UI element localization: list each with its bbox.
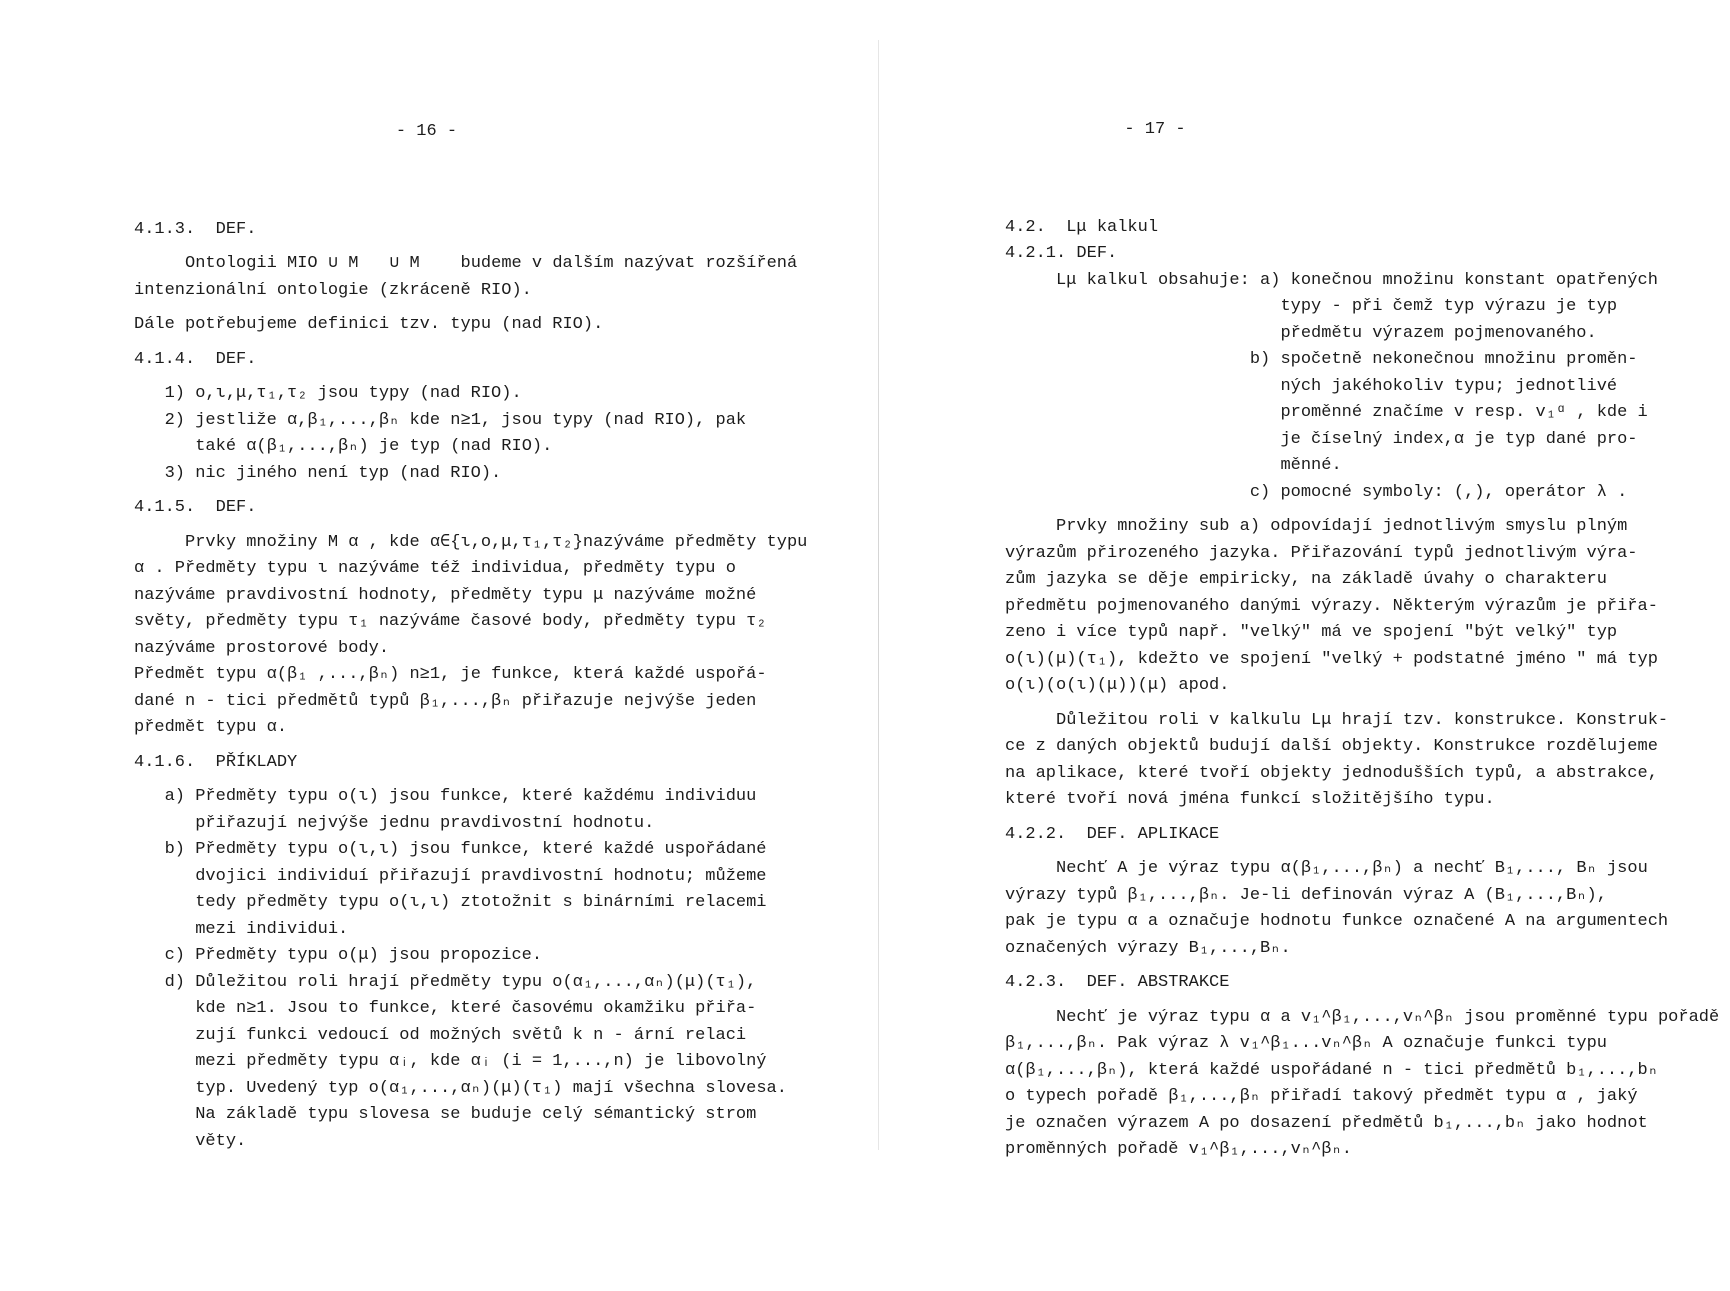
text-line: předmětu pojmenovaného danými výrazy. Některým výrazům je přiřa- (1005, 596, 1658, 616)
paragraph-gap (1005, 997, 1715, 1005)
text-line: Lμ kalkul obsahuje: a) konečnou množinu konstant opatřených (1005, 270, 1658, 290)
text-line: také α(β₁,...,βₙ) je typ (nad RIO). (134, 437, 553, 456)
text-line: mezi předměty typu αᵢ, kde αᵢ (i = 1,...,n) je libovolný (134, 1052, 767, 1071)
text-line: Dále potřebujeme definici tzv. typu (nad RIO). (134, 315, 604, 334)
right-text-block (1005, 215, 1720, 1164)
text-line: α . Předměty typu ι nazýváme též individua, předměty typu ο (134, 559, 736, 578)
text-line: α(β₁,...,βₙ), která každé uspořádané n - tici předmětů b₁,...,bₙ (1005, 1060, 1658, 1080)
text-line: označených výrazy B₁,...,Bₙ. (1005, 938, 1291, 958)
right-page (1005, 64, 1720, 1289)
text-line: Nechť A je výraz typu α(β₁,...,βₙ) a nechť B₁,..., Bₙ jsou (1005, 859, 1648, 878)
text-line: měnné. (1005, 456, 1342, 475)
text-line: 2) jestliže α,β₁,...,βₙ kde n≥1, jsou typy (nad RIO), pak (134, 410, 747, 430)
text-line: a) Předměty typu ο(ι) jsou funkce, které každému individuu (134, 787, 757, 806)
text-line: Prvky množiny sub a) odpovídají jednotlivým smyslu plným (1005, 517, 1628, 536)
text-line: výrazy typů β₁,...,βₙ. Je-li definován výraz A (B₁,...,Bₙ), (1005, 885, 1607, 905)
text-line: b) spočetně nekonečnou množinu proměn- (1005, 350, 1638, 369)
text-line: ο(ι)(ο(ι)(μ))(μ) apod. (1005, 676, 1230, 695)
page-number: - 16 - (395, 122, 458, 141)
paragraph-gap (1005, 700, 1715, 708)
text-line: pak je typu α a označuje hodnotu funkce označené A na argumentech (1005, 912, 1669, 931)
text-line: β₁,...,βₙ. Pak výraz λ v₁^β₁...vₙ^βₙ A označuje funkci typu (1005, 1034, 1607, 1053)
text-line: mezi individui. (134, 919, 349, 939)
text-line: věty. (134, 1131, 247, 1151)
text-line: 4.2.1. DEF. (1005, 244, 1118, 263)
text-line: Ontologii MIO ∪ M ∪ M budeme v dalším nazývat rozšířená (134, 254, 798, 273)
text-line: ce z daných objektů budují další objekty. Konstrukce rozdělujeme (1005, 737, 1658, 756)
text-line: ných jakéhokoliv typu; jednotlivé (1005, 376, 1618, 396)
text-line: Prvky množiny M α , kde α∈{ι,ο,μ,τ₁,τ₂}nazýváme předměty typu (134, 532, 808, 552)
paragraph-gap (1005, 506, 1715, 514)
text-line: zům jazyka se děje empiricky, na základě úvahy o charakteru (1005, 570, 1607, 589)
text-line: Na základě typu slovesa se buduje celý sémantický strom (134, 1105, 757, 1124)
text-line: 4.2. Lμ kalkul (1005, 217, 1159, 237)
text-line: které tvoří nová jména funkcí složitějšího typu. (1005, 790, 1495, 809)
text-line: Nechť je výraz typu α a v₁^β₁,...,vₙ^βₙ jsou proměnné typu pořadě (1005, 1007, 1720, 1027)
paragraph-gap (1005, 814, 1715, 822)
paragraph-gap (134, 243, 864, 251)
text-line: zeno i více typů např. "velký" má ve spojení "být velký" typ (1005, 623, 1618, 642)
text-line: b) Předměty typu ο(ι,ι) jsou funkce, které každé uspořádané (134, 840, 767, 859)
text-line: o typech pořadě β₁,...,βₙ přiřadí takový předmět typu α , jaký (1005, 1087, 1638, 1106)
text-line: je označen výrazem A po dosazení předmětů b₁,...,bₙ jako hodnot (1005, 1113, 1648, 1133)
paragraph-gap (134, 776, 864, 784)
text-line: typy - při čemž typ výrazu je typ (1005, 297, 1618, 316)
text-line: předmět typu α. (134, 718, 288, 737)
text-line: c) Předměty typu ο(μ) jsou propozice. (134, 946, 543, 965)
text-line: 4.1.6. PŘÍKLADY (134, 752, 298, 772)
text-line: tedy předměty typu ο(ι,ι) ztotožnit s binárními relacemi (134, 893, 767, 912)
text-line: zují funkci vedoucí od možných světů k n - ární relaci (134, 1025, 747, 1045)
text-line: nazýváme prostorové body. (134, 638, 390, 658)
text-line: intenzionální ontologie (zkráceně RIO). (134, 280, 532, 300)
text-line: typ. Uvedený typ ο(α₁,...,αₙ)(μ)(τ₁) mají všechna slovesa. (134, 1078, 787, 1098)
paragraph-gap (134, 339, 864, 347)
paragraph-gap (1005, 962, 1715, 970)
paragraph-gap (134, 742, 864, 750)
text-line: světy, předměty typu τ₁ nazýváme časové body, předměty typu τ₂ (134, 612, 767, 631)
text-line: dvojici individuí přiřazují pravdivostní hodnotu; můžeme (134, 866, 767, 886)
paragraph-gap (1005, 848, 1715, 856)
text-line: nazýváme pravdivostní hodnoty, předměty typu μ nazýváme možné (134, 585, 757, 605)
text-line: 4.1.3. DEF. (134, 219, 257, 239)
text-line: d) Důležitou roli hrají předměty typu ο(α₁,...,αₙ)(μ)(τ₁), (134, 972, 757, 992)
left-page (134, 66, 864, 1291)
text-line: výrazům přirozeného jazyka. Přiřazování typů jednotlivým výra- (1005, 543, 1638, 563)
paragraph-gap (134, 373, 864, 381)
page-fold (878, 40, 879, 1150)
text-line: na aplikace, které tvoří objekty jednodušších typů, a abstrakce, (1005, 763, 1658, 783)
text-line: 4.2.3. DEF. ABSTRAKCE (1005, 973, 1230, 992)
paragraph-gap (134, 304, 864, 312)
text-line: c) pomocné symboly: (,), operátor λ . (1005, 482, 1628, 502)
text-line: kde n≥1. Jsou to funkce, které časovému okamžiku přiřa- (134, 999, 757, 1018)
text-line: je číselný index,α je typ dané pro- (1005, 429, 1638, 449)
text-line: ο(ι)(μ)(τ₁), kdežto ve spojení "velký + podstatné jméno " má typ (1005, 649, 1658, 669)
paragraph-gap (134, 522, 864, 530)
text-line: 1) ο,ι,μ,τ₁,τ₂ jsou typy (nad RIO). (134, 384, 522, 403)
text-line: předmětu výrazem pojmenovaného. (1005, 323, 1597, 343)
text-line: 4.1.5. DEF. (134, 498, 257, 517)
text-line: 4.1.4. DEF. (134, 349, 257, 369)
text-line: 4.2.2. DEF. APLIKACE (1005, 824, 1220, 844)
text-line: Důležitou roli v kalkulu Lμ hrají tzv. konstrukce. Konstruk- (1005, 710, 1669, 730)
paragraph-gap (134, 487, 864, 495)
text-line: proměnných pořadě v₁^β₁,...,vₙ^βₙ. (1005, 1140, 1352, 1159)
text-line: 3) nic jiného není typ (nad RIO). (134, 463, 502, 483)
left-text-block (134, 217, 864, 1156)
text-line: proměnné značíme v resp. v₁ᵅ , kde i (1005, 403, 1648, 422)
text-line: dané n - tici předmětů typů β₁,...,βₙ přiřazuje nejvýše jeden (134, 691, 757, 711)
text-line: přiřazují nejvýše jednu pravdivostní hodnotu. (134, 813, 655, 833)
page-number: - 17 - (1124, 120, 1186, 139)
text-line: Předmět typu α(β₁ ,...,βₙ) n≥1, je funkce, která každé uspořá- (134, 665, 767, 684)
